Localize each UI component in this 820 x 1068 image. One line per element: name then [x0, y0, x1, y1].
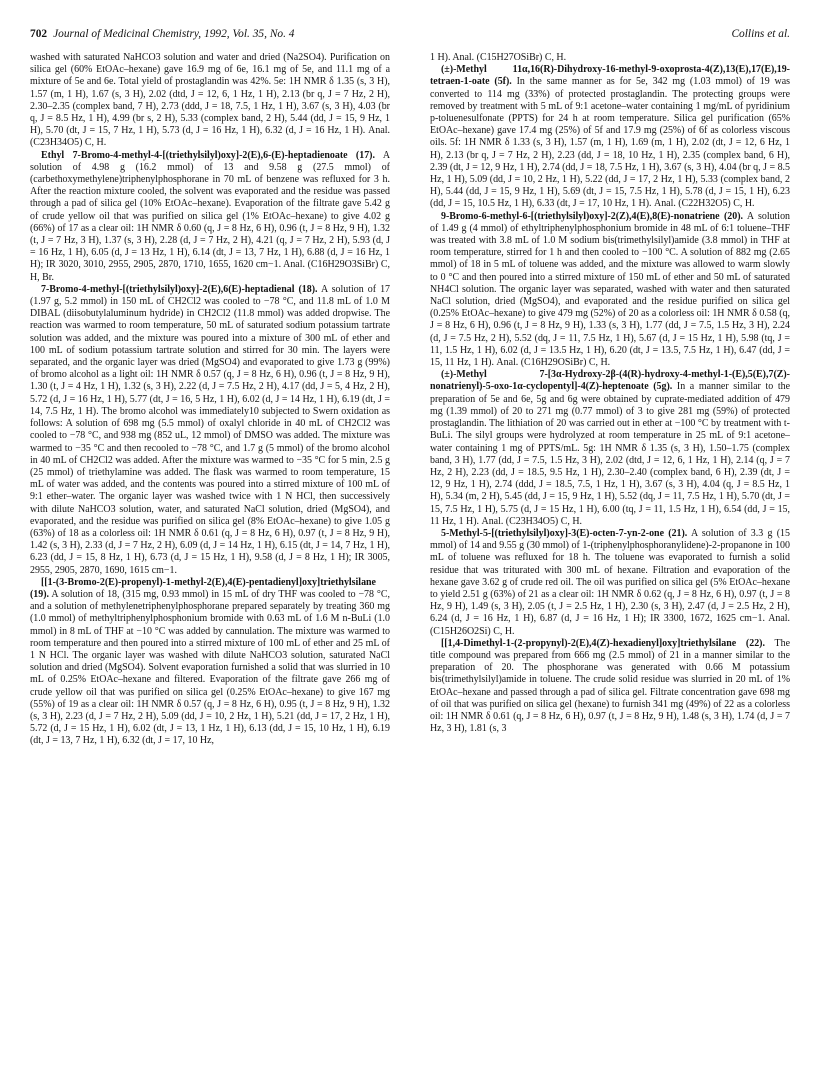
paragraph-text: A solution of 1.49 g (4 mmol) of ethyltriphenylphosphonium bromide in 48 mL of 6:1 toluene–THF was treated with 3.8 mL of 1.0 M sodium bis(trimethylsilyl)amide (3.8 mmol) in THF at room temperature, stirred for 1 h and then cooled to −100 °C. A solution of 882 mg (2.65 mmol) of 18 in 5 mL of toluene was added, and the mixture was allowed to warm slowly to 0 °C and then poured into a stirred mixture of 150 mL of ether and 50 mL of saturated NH4Cl solution. The organic layer was separated, washed with water and then saturated NaCl solution, dried (MgSO4), and evaporated and the residue purified on silica gel (0.25% EtOAc–hexane) to give 479 mg (52%) of 20 as a colorless oil: 1H NMR δ 0.58 (q, J = 8 Hz, 6 H), 0.96 (t, J = 8 Hz, 9 H), 1.33 (s, 3 H), 1.77 (dd, J = 7.5, 1.5 Hz, 3 H), 2.24 (d, J = 7.5 Hz, 2 H), 5.52 (dq, J = 11, 7.5 Hz, 1 H), 5.67 (d, J = 15 Hz, 1 H), 5.98 (tq, J = 11, 1.5 Hz, 1 H), 6.02 (d, J = 13.5 Hz, 1 H), 6.20 (dt, J = 13.5, 7.5 Hz, 1 H), 6.47 (dd, J = 15, 11 Hz, 1 H). Anal. (C16H29OSiBr) C, H. — [430, 210, 790, 369]
compound-heading: [[1,4-Dimethyl-1-(2-propynyl)-2(E),4(Z)-hexadienyl]oxy]triethylsilane (22). — [441, 637, 765, 649]
compound-heading: 5-Methyl-5-[(triethylsilyl)oxy]-3(E)-octen-7-yn-2-one (21). — [441, 527, 688, 539]
right-column — [430, 52, 790, 1052]
page-number: 702 — [30, 28, 48, 40]
compound-heading: Ethyl 7-Bromo-4-methyl-4-[(triethylsilyl)oxy]-2(E),6-(E)-heptadienoate (17). — [41, 149, 375, 161]
compound-heading: 9-Bromo-6-methyl-6-[(triethylsilyl)oxy]-2(Z),4(E),8(E)-nonatriene (20). — [441, 210, 744, 222]
paragraph — [430, 369, 790, 528]
paragraph-text: A solution of 18, (315 mg, 0.93 mmol) in 15 mL of dry THF was cooled to −78 °C, and a solution of methylenetriphenylphosphorane prepared separately by treating 360 mg (1.0 mmol) of methyltriphenylphosphonium bromide with 0.63 mL of 1.6 M n-BuLi (1.0 mmol) in 8 mL of THF at −10 °C was added by cannulation. The mixture was warmed to room temperature and then poured into a stirred mixture of 100 mL of ether and 25 mL of 1 N HCl. The organic layer was washed with dilute NaHCO3 solution, saturated NaCl solution and dried (MgSO4). Solvent evaporation furnished a solid that was slurried in 10 mL of 0.25% EtOAc–hexane and filtered. Evaporation of the filtrate gave 266 mg of crude yellow oil that was purified on silica gel (0.25% EtOAc–hexane) to give 167 mg (55%) of 19 as a clear oil: 1H NMR δ 0.57 (q, J = 8 Hz, 6 H), 0.95 (t, J = 8 Hz, 9 H), 1.32 (s, 3 H), 2.23 (d, J = 7 Hz, 2 H), 5.09 (dd, J = 10, 2 Hz, 1 H), 5.21 (dd, J = 17, 2 Hz, 1 H), 5.72 (d, J = 15 Hz, 1 H), 6.02 (dt, J = 13, 1 Hz, 1 H), 6.13 (dd, J = 15, 10 Hz, 1 H), 6.19 (dt, J = 13, 7 Hz, 1 H), 6.32 (dt, J = 17, 10 Hz, — [30, 588, 390, 747]
compound-heading: (±)-Methyl 11α,16(R)-Dihydroxy-16-methyl-9-oxoprosta-4(Z),13(E),17(E),19-tetraen-1-oate (5f). — [430, 64, 790, 88]
paragraph — [30, 150, 390, 284]
paragraph-text: washed with saturated NaHCO3 solution and water and dried (Na2SO4). Purification on silica gel (60% EtOAc–hexane) gave 16.9 mg of 6e, 16.1 mg of 5e, and 11.1 mg of a mixture of 5e and 6e. Total yield of prostaglandin was 42%. 5e: 1H NMR δ 1.35 (s, 3 H), 1.57 (m, 1 H), 1.67 (s, 3 H), 2.02 (dtd, J = 12, 6, 1 Hz, 1 H), 2.13 (br q, J = 7 Hz, 2 H), 2.30–2.35 (complex band, 7 H), 2.73 (ddd, J = 18, 7.5, 1 Hz, 1 H), 3.67 (s, 3 H), 4.03 (br q, J = 8.5 Hz, 1 H), 4.99 (br s, 2 H), 5.33 (complex band, 2 H), 5.44 (dd, J = 15, 9 Hz, 1 H), 5.70 (dt, J = 15, 7 Hz, 1 H), 5.73 (d, J = 16 Hz, 1 H), 6.32 (d, J = 16 Hz, 1 H). Anal. (C23H34O5) C, H. — [30, 52, 390, 149]
author-running-head: Collins et al. — [731, 28, 790, 40]
paragraph-text: A solution of 3.3 g (15 mmol) of 14 and 9.55 g (30 mmol) of 1-(triphenylphosphoranylidene)-2-propanone in 100 mL of toluene was refluxed for 18 h. The toluene was evaporated to furnish a solid residue that was triturated with 300 mL of hexane. Filtration and evaporation of the hexane gave 3.62 g of crude red oil. The oil was purified on silica gel (5% EtOAc–hexane to yield 2.51 g (63%) of 21 as a clear oil: 1H NMR δ 0.62 (q, J = 8 Hz, 6 H), 0.97 (t, J = 8 Hz, 9 H), 1.49 (s, 3 H), 2.05 (t, J = 2.5 Hz, 1 H), 2.30 (s, 3 H), 2.47 (d, J = 2.5 Hz, 2 H), 6.24 (d, J = 16 Hz, 1 H), 6.87 (d, J = 16 Hz, 1 H); IR 3300, 1672, 1625 cm−1. Anal. (C15H26O2Si) C, H. — [430, 527, 790, 637]
compound-heading: 7-Bromo-4-methyl-[(triethylsilyl)oxy]-2(E),6(E)-heptadienal (18). — [41, 283, 318, 295]
page-header — [30, 28, 790, 48]
paragraph — [30, 577, 390, 748]
paragraph — [430, 528, 790, 638]
running-head — [30, 28, 295, 40]
paragraph — [430, 211, 790, 370]
paragraph — [430, 64, 790, 210]
paragraph-text: 1 H). Anal. (C15H27OSiBr) C, H. — [430, 52, 567, 63]
paragraph — [430, 52, 790, 64]
paragraph-text: A solution of 17 (1.97 g, 5.2 mmol) in 150 mL of CH2Cl2 was cooled to −78 °C, and 11.8 mL of 1.0 M DIBAL (diisobutylaluminum hydride) in CH2Cl2 (11.8 mmol) was added dropwise. The reaction was warmed to room temperature, 50 mL of saturated sodium potassium tartrate solution was added, and the mixture was poured into a mixture of 300 mL of ether and 100 mL of sodium potassium tartrate solution and stirred for 30 min. The layers were separated, and the organic layer was dried (MgSO4) and evaporated to give 1.73 g (99%) of bromo alcohol as a light oil: 1H NMR δ 0.57 (q, J = 8 Hz, 6 H), 0.96 (t, J = 8 Hz, 9 H), 1.30 (t, J = 4 Hz, 1 H), 1.32 (s, 3 H), 2.22 (d, J = 7.5 Hz, 2 H), 4.17 (dd, J = 5, 4 Hz, 2 H), 5.72 (d, J = 16 Hz, 1 H), 5.77 (dt, J = 16, 5 Hz, 1 H), 6.02 (d, J = 14 Hz, 1 H), 6.19 (dt, J = 14, 7.5 Hz, 1 H). The bromo alcohol was immediately10 subjected to Swern oxidation as follows: A solution of 698 mg (5.5 mmol) of oxalyl chloride in 40 mL of CH2Cl2 was cooled to −78 °C, and 938 mg (852 uL, 12 mmol) of DMSO was added. The mixture was warmed to −35 °C and then recooled to −78 °C, and 1.7 g (5 mmol) of the bromo alcohol in 40 mL of CH2Cl2 was added. After the mixture was warmed to −35 °C for 5 min, 2.5 g (25 mmol) of triethylamine was added. The flask was warmed to room temperature, 15 mL of water was added, and the contents was poured into a stirred mixture of 100 mL of 9:1 ether–water. The organic layer was washed twice with 1 N HCl, then successively with dilute NaHCO3 solution, water, and saturated NaCl solution, dried (MgSO4), and evaporated, and the residue was purified on silica gel (8% EtOAc–hexane) to give 1.05 g (63%) of 18 as a colorless oil: 1H NMR δ 0.61 (q, J = 8 Hz, 6 H), 0.97 (t, J = 8 Hz, 9 H), 1.42 (s, 3 H), 2.33 (d, J = 7 Hz, 2 H), 6.09 (d, J = 14 Hz, 1 H), 6.15 (dt, J = 14, 7 Hz, 1 H), 6.23 (dd, J = 15, 8 Hz, 1 H), 6.73 (d, J = 15 Hz, 1 H), 9.58 (d, J = 8 Hz, 1 H); IR 3005, 2955, 2905, 2870, 1690, 1615 cm−1. — [30, 283, 390, 576]
paragraph-text: In a manner similar to the preparation of 5e and 6e, 5g and 6g were obtained by cuprate-mediated addition of 479 mg (1.39 mmol) of 20 to 271 mg (0.77 mmol) of 3 to give 281 mg (59%) of protected prostaglandin. The lithiation of 20 was carried out in ether at −100 °C by treatment with t-BuLi. The silyl groups were hydrolyzed at room temperature in 25 mL of 9:1 acetone–water containing 1 mg of PPTS/mL. 5g: 1H NMR δ 1.35 (s, 3 H), 1.50–1.75 (complex band, 3 H), 1.77 (dd, J = 7.5, 1.5 Hz, 3 H), 2.02 (dtd, J = 12, 6, 1 Hz, 1 H), 2.14 (q, J = 7 Hz, 2 H), 2.23 (dd, J = 18.5, 9.5 Hz, 1 H), 2.30–2.40 (complex band, 6 H), 2.39 (dt, J = 12, 9 Hz, 1 H), 2.74 (ddd, J = 18.5, 7.5, 1 Hz, 1 H), 3.67 (s, 3 H), 4.04 (q, J = 8.5 Hz, 1 H), 5.34 (m, 2 H), 5.45 (dd, J = 15, 9 Hz, 1 H), 5.52 (dq, J = 11, 7.5 Hz, 1 H), 5.70 (dt, J = 15, 7.5 Hz, 1 H), 5.75 (d, J = 15 Hz, 1 H), 6.00 (tq, J = 11, 1.5 Hz, 1 H), 6.54 (dd, J = 15, 11 Hz, 1 H). Anal. (C23H34O5) C, H. — [430, 381, 790, 527]
paragraph — [30, 52, 390, 150]
compound-heading: [[1-(3-Bromo-2(E)-propenyl)-1-methyl-2(E),4(E)-pentadienyl]oxy]triethylsilane (19). — [30, 576, 376, 600]
paragraph-text: In the same manner as for 5e, 342 mg (1.03 mmol) of 19 was converted to 114 mg (33%) of protected prostaglandin. The protecting groups were removed by treatment with 5 mL of 9:1 acetone–water containing 1 mg/mL of pyridinium p-toluenesulfonate (PPTS) for 24 h at room temperature. Silica gel purification (65% EtOAc–hexane) gave 17.4 mg (25%) of 5f and 17.9 mg (25%) of 6f as colorless viscous oils. 5f: 1H NMR δ 1.33 (s, 3 H), 1.57 (m, 1 H), 1.69 (m, 1 H), 2.02 (dt, J = 12, 6 Hz, 1 H), 2.13 (br q, J = 7 Hz, 2 H), 2.23 (dd, J = 18, 10 Hz, 1 H), 2.35 (complex band, 6 H), 2.39 (dt, J = 12, 9 Hz, 1 H), 2.74 (dd, J = 18, 7.5 Hz, 1 H), 3.67 (s, 3 H), 4.04 (br q, J = 8.5 Hz, 1 H), 5.09 (dd, J = 10, 2 Hz, 1 H), 5.22 (dd, J = 17, 2 Hz, 1 H), 5.33 (complex band, 2 H), 5.44 (dd, J = 15, 9 Hz, 1 H), 5.69 (dt, J = 15, 7.5 Hz, 1 H), 5.78 (d, J = 15, 1 H), 6.23 (dd, J = 15, 10.5 Hz, 1 H), 6.33 (dt, J = 17, 10 Hz, 1 H). Anal. (C22H32O5) C, H. — [430, 76, 790, 210]
paragraph — [430, 638, 790, 736]
left-column — [30, 52, 390, 1052]
compound-heading: (±)-Methyl 7-[3α-Hydroxy-2β-(4(R)-hydroxy-4-methyl-1-(E),5(E),7(Z)-nonatrienyl)-5-oxo-1α-cyclopentyl]-4(Z)-heptenoate (5g). — [430, 369, 790, 393]
paragraph-text: A solution of 4.98 g (16.2 mmol) of 13 and 9.58 g (27.5 mmol) of (carbethoxymethylene)triphenylphosphorane in 70 mL of benzene was refluxed for 3 h. After the reaction mixture cooled, the solvent was evaporated and the residue was passed through a pad of silica gel (10% EtOAc–hexane). Evaporation of the filtrate gave 5.42 g of crude yellow oil that was purified on silica gel (1% EtOAc–hexane) to give 4.02 g (66%) of 17 as a clear oil: 1H NMR δ 0.60 (q, J = 8 Hz, 6 H), 0.96 (t, J = 8 Hz, 9 H), 1.32 (t, J = 7 Hz, 3 H), 1.37 (s, 3 H), 2.28 (d, J = 7 Hz, 2 H), 4.21 (q, J = 7 Hz, 2 H), 5.93 (d, J = 16 Hz, 1 H), 6.05 (d, J = 13 Hz, 1 H), 6.14 (dt, J = 13, 7 Hz, 1 H), 6.88 (d, J = 16 Hz, 1 H); IR 3020, 3010, 2955, 2905, 2870, 1710, 1655, 1620 cm−1. Anal. (C16H29O3SiBr) C, H, Br. — [30, 149, 390, 283]
paragraph-text: The title compound was prepared from 666 mg (2.5 mmol) of 21 in a manner similar to the preparation of 20. The phosphorane was generated with 0.66 M potassium bis(trimethylsilyl)amide in toluene. The crude solid residue was slurried in 20 mL of 1% EtOAc–hexane and passed through a pad of silica gel. Filtrate concentration gave 698 mg of oil that was purified on silica gel (hexane) to furnish 341 mg (49%) of 22 as a colorless oil: 1H NMR δ 0.61 (q, J = 8 Hz, 6 H), 0.97 (t, J = 8 Hz, 9 H), 1.48 (s, 3 H), 1.74 (d, J = 7 Hz, 3 H), 1.81 (s, 3 — [430, 637, 790, 735]
paragraph — [30, 284, 390, 577]
journal-citation: Journal of Medicinal Chemistry, 1992, Vol. 35, No. 4 — [53, 28, 295, 40]
